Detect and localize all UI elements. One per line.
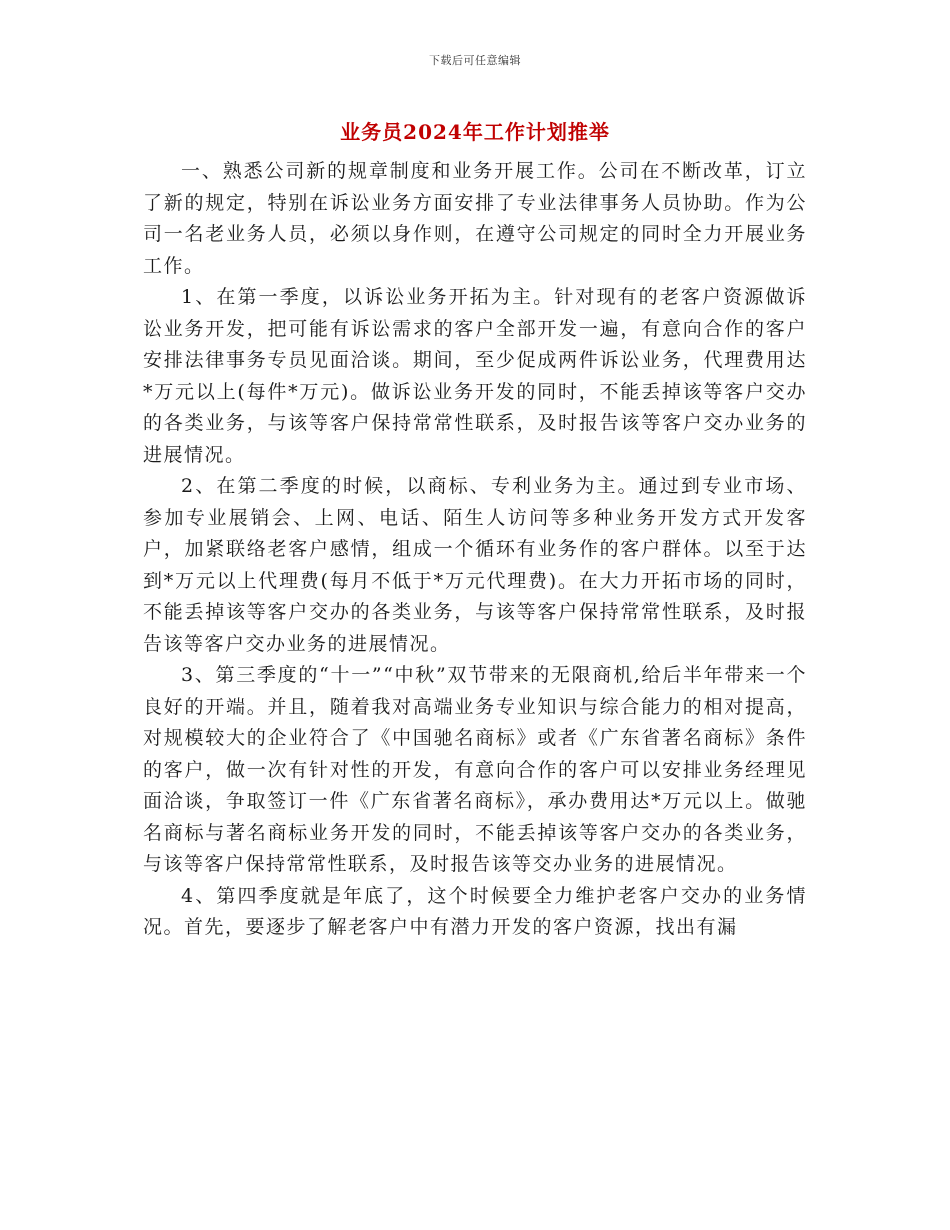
paragraph-q2: 2、在第二季度的时候，以商标、专利业务为主。通过到专业市场、参加专业展销会、上网、电话、陌生人访问等多种业务开发方式开发客户，加紧联络老客户感情，组成一个循环有业务作的客户群体。以至于达到*万元以上代理费(每月不低于*万元代理费)。在大力开拓市场的同时，不能丢掉该等客户交办的各类业务，与该等客户保持常常性联系，及时报告该等客户交办业务的进展情况。	[143, 475, 807, 655]
paragraph-intro: 一、熟悉公司新的规章制度和业务开展工作。公司在不断改革，订立了新的规定，特别在诉讼业务方面安排了专业法律事务人员协助。作为公司一名老业务人员，必须以身作则，在遵守公司规定的同时全力开展业务工作。	[143, 160, 807, 277]
document-title: 业务员2024年工作计划推举	[340, 120, 610, 144]
paragraph-q3: 3、第三季度的“十一”“中秋”双节带来的无限商机,给后半年带来一个良好的开端。并且，随着我对高端业务专业知识与综合能力的相对提高，对规模较大的企业符合了《中国驰名商标》或者《广东省著名商标》条件的客户，做一次有针对性的开发，有意向合作的客户可以安排业务经理见面洽谈，争取签订一件《广东省著名商标》，承办费用达*万元以上。做驰名商标与著名商标业务开发的同时，不能丢掉该等客户交办的各类业务，与该等客户保持常常性联系，及时报告该等交办业务的进展情况。	[143, 664, 807, 875]
page-header: 下载后可任意编辑	[429, 54, 521, 67]
paragraph-q1: 1、在第一季度，以诉讼业务开拓为主。针对现有的老客户资源做诉讼业务开发，把可能有诉讼需求的客户全部开发一遍，有意向合作的客户安排法律事务专员见面洽谈。期间，至少促成两件诉讼业务，代理费用达*万元以上(每件*万元)。做诉讼业务开发的同时，不能丢掉该等客户交办的各类业务，与该等客户保持常常性联系，及时报告该等客户交办业务的进展情况。	[143, 286, 807, 466]
paragraph-q4: 4、第四季度就是年底了，这个时候要全力维护老客户交办的业务情况。首先，要逐步了解老客户中有潜力开发的客户资源，找出有漏	[143, 884, 807, 938]
document-body	[143, 156, 807, 944]
